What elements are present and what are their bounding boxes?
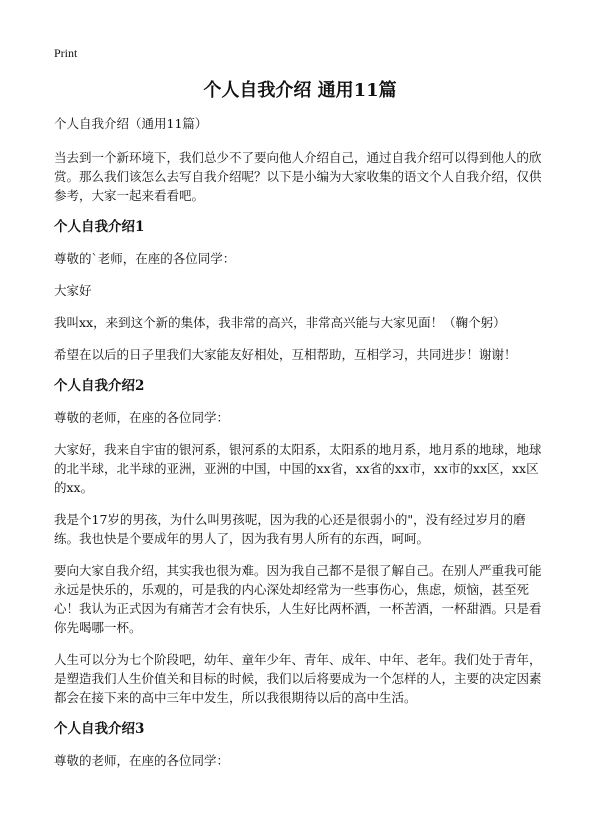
section-2 [54, 377, 546, 707]
page-title: 个人自我介绍 通用11篇 [203, 80, 397, 101]
section-paragraph: 希望在以后的日子里我们大家能友好相处，互相帮助，互相学习，共同进步！谢谢！ [54, 347, 517, 362]
section-1 [54, 218, 546, 364]
document-subtitle: 个人自我介绍（通用11篇） [54, 116, 208, 131]
section-heading: 个人自我介绍3 [54, 721, 145, 737]
section-paragraph: 大家好 [54, 283, 92, 298]
section-heading: 个人自我介绍1 [54, 219, 145, 235]
section-paragraph: 大家好，我来自宇宙的银河系，银河系的太阳系，太阳系的地月系，地月系的地球，地球的北半球，北半球的亚洲，亚洲的中国，中国的xx省，xx省的xx市，xx市的xx区，xx区的xx。 [54, 442, 542, 495]
section-heading: 个人自我介绍2 [54, 378, 145, 394]
section-paragraph: 要向大家自我介绍，其实我也很为难。因为我自己都不是很了解自己。在别人严重我可能永远是快乐的，乐观的，可是我的内心深处却经常为一些事伤心，焦虑，烦恼，甚至死心！我认为正式因为有痛苦才会有快乐，人生好比两杯酒，一杯苦酒，一杯甜酒。只是看你先喝哪一杯。 [54, 563, 542, 635]
section-paragraph: 我叫xx，来到这个新的集体，我非常的高兴，非常高兴能与大家见面！（鞠个躬） [54, 315, 506, 330]
section-3 [54, 720, 546, 770]
section-paragraph: 人生可以分为七个阶段吧，幼年、童年少年、青年、成年、中年、老年。我们处于青年，是塑造我们人生价值关和目标的时候，我们以后将要成为一个怎样的人，主要的决定因素都会在接下来的高中三年中发生，所以我很期待以后的高中生活。 [54, 652, 542, 705]
section-paragraph: 尊敬的老师，在座的各位同学： [54, 410, 230, 425]
intro-paragraph: 当去到一个新环境下，我们总少不了要向他人介绍自己，通过自我介绍可以得到他人的欣赏。那么我们该怎么去写自我介绍呢？以下是小编为大家收集的语文个人自我介绍，仅供参考，大家一起来看看吧。 [54, 150, 542, 203]
print-link[interactable]: Print [54, 46, 78, 60]
section-paragraph: 尊敬的老师，在座的各位同学： [54, 753, 230, 768]
section-paragraph: 尊敬的`老师，在座的各位同学： [54, 251, 236, 266]
section-paragraph: 我是个17岁的男孩，为什么叫男孩呢，因为我的心还是很弱小的"，没有经过岁月的磨练。我也快是个要成年的男人了，因为我有男人所有的东西，呵呵。 [54, 512, 526, 546]
